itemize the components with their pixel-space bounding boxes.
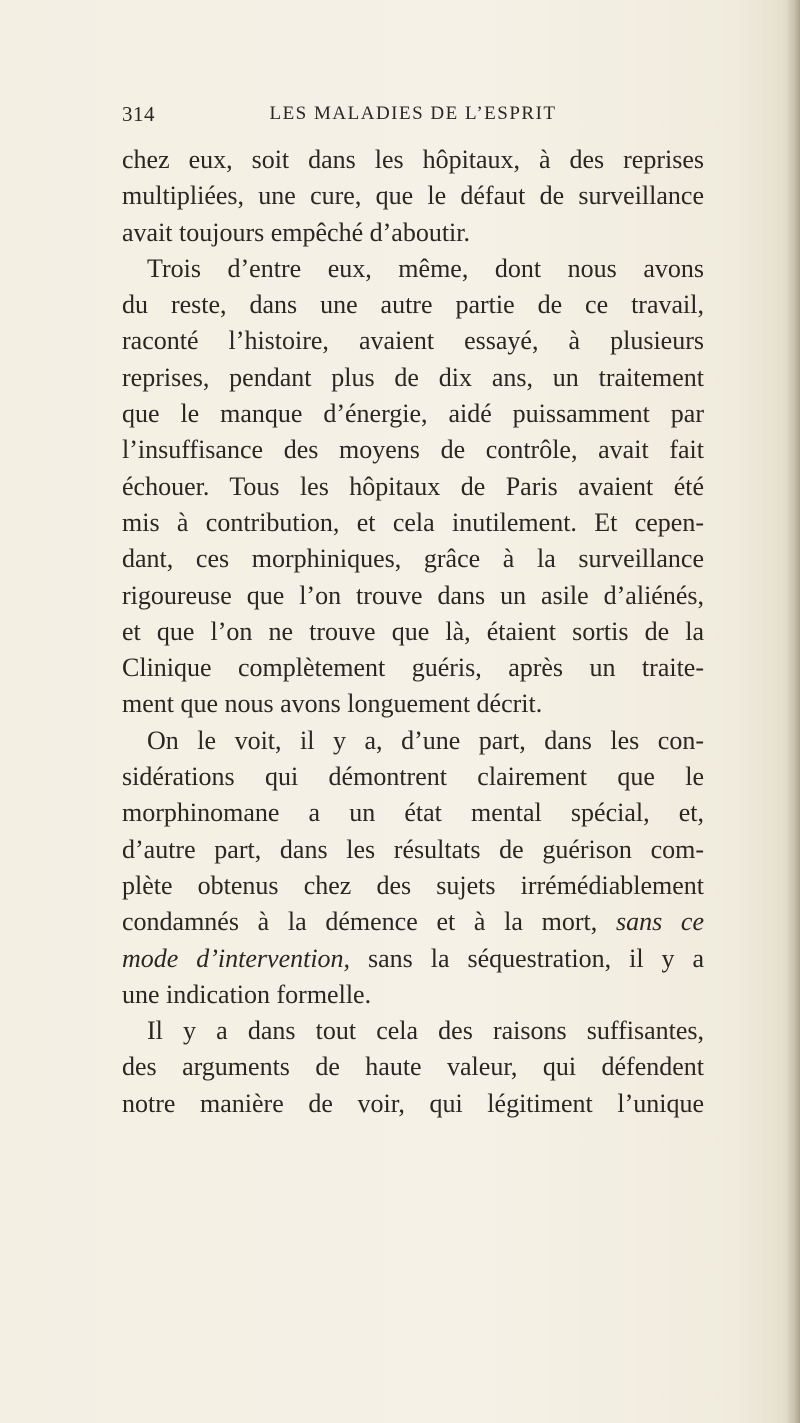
text-line: une indication formelle. (122, 979, 372, 1009)
text-line: dant, ces morphiniques, grâce à la surveillance (122, 544, 704, 574)
text-line: Clinique complètement guéris, après un traite- (122, 653, 704, 683)
text-line: reprises, pendant plus de dix ans, un traitement (122, 362, 704, 392)
text-line: mis à contribution, et cela inutilement. Et cepen- (122, 507, 704, 537)
page-edge-shadow (786, 0, 800, 1423)
text-line: Trois d’entre eux, même, dont nous avons (147, 253, 704, 283)
text-line: avait toujours empêché d’aboutir. (122, 217, 471, 247)
text-line: ment que nous avons longuement décrit. (122, 689, 543, 719)
text-line: que le manque d’énergie, aidé puissamment par (122, 399, 704, 429)
running-head: LES MALADIES DE L’ESPRIT (269, 103, 557, 124)
text-line: d’autre part, dans les résultats de guérison com- (122, 834, 704, 864)
text-line: Il y a dans tout cela des raisons suffisantes, (147, 1016, 704, 1046)
text-line: l’insuffisance des moyens de contrôle, avait fait (122, 435, 704, 465)
text-line: notre manière de voir, qui légitiment l’unique (122, 1088, 704, 1118)
text-line: plète obtenus chez des sujets irrémédiablement (122, 870, 704, 900)
text-line: et que l’on ne trouve que là, étaient sortis de la (122, 616, 704, 646)
text-line: chez eux, soit dans les hôpitaux, à des reprises (122, 145, 704, 174)
italic-phrase: mode d’intervention, (122, 943, 351, 973)
text-line (122, 941, 704, 977)
text-line: morphinomane a un état mental spécial, et, (122, 798, 704, 828)
italic-phrase: sans ce (615, 907, 704, 937)
text-line: des arguments de haute valeur, qui défendent (122, 1052, 704, 1082)
text-line: multipliées, une cure, que le défaut de surveillance (122, 181, 704, 211)
text-line: échouer. Tous les hôpitaux de Paris avaient été (122, 471, 704, 501)
text-line: rigoureuse que l’on trouve dans un asile d’aliénés, (122, 580, 704, 610)
text-line: du reste, dans une autre partie de ce travail, (122, 290, 704, 320)
text-run: sans la séquestration, il y a (350, 943, 704, 973)
page-number: 314 (122, 102, 155, 126)
text-run: condamnés à la démence et à la mort, (122, 907, 616, 937)
text-line: sidérations qui démontrent clairement que le (122, 762, 704, 792)
page-header (122, 102, 704, 132)
text-line (122, 904, 704, 940)
text-line: On le voit, il y a, d’une part, dans les con- (147, 725, 704, 755)
text-line: raconté l’histoire, avaient essayé, à plusieurs (122, 326, 704, 356)
body-text (122, 142, 704, 1122)
